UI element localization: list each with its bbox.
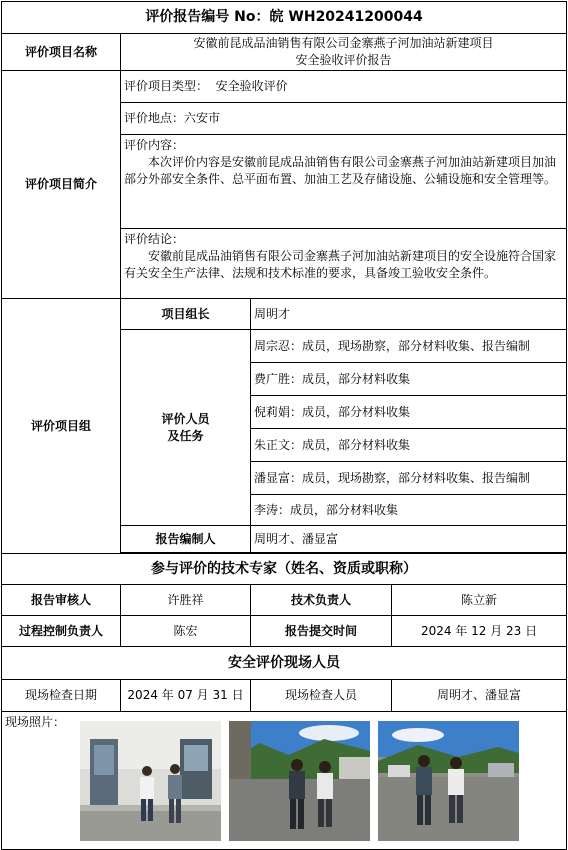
tech-lead-value: 陈立新 — [392, 585, 567, 616]
process-control-label: 过程控制负责人 — [2, 616, 121, 647]
member-row: 潘显富：成员，现场勘察，部分材料收集、报告编制 — [251, 462, 567, 495]
location-label: 评价地点： — [124, 111, 185, 125]
onsite-date-value: 2024 年 07 月 31 日 — [121, 680, 251, 712]
project-type-value: 安全验收评价 — [215, 79, 288, 93]
team-label: 评价项目组 — [2, 299, 121, 554]
conclusion-label: 评价结论： — [124, 232, 185, 246]
project-name-line-1: 安徽前昆成品油销售有限公司金寨燕子河加油站新建项目 — [193, 36, 494, 50]
members-label — [121, 330, 251, 526]
process-control-value: 陈宏 — [121, 616, 251, 647]
content-cell — [121, 135, 567, 229]
location-cell — [121, 103, 567, 135]
conclusion-cell — [121, 229, 567, 299]
members-label-line-2: 及任务 — [167, 428, 204, 443]
leader-label: 项目组长 — [121, 299, 251, 330]
onsite-title: 安全评价现场人员 — [2, 647, 567, 680]
onsite-date-label: 现场检查日期 — [2, 680, 121, 712]
site-photo-roadside — [378, 721, 519, 841]
conclusion-text: 安徽前昆成品油销售有限公司金寨燕子河加油站新建项目的安全设施符合国家有关安全生产法律、法规和技术标准的要求，具备竣工验收安全条件。 — [124, 249, 557, 280]
member-row: 费广胜：成员，部分材料收集 — [251, 363, 567, 396]
member-row: 李涛：成员，部分材料收集 — [251, 495, 567, 526]
site-photo-entrance — [80, 721, 221, 841]
reviewer-label: 报告审核人 — [2, 585, 121, 616]
site-photo-road — [229, 721, 370, 841]
report-number-value: 皖 WH20241200044 — [269, 9, 423, 25]
content-label: 评价内容： — [124, 138, 185, 152]
photos-label: 现场照片： — [5, 715, 66, 729]
experts-title: 参与评价的技术专家（姓名、资质或职称） — [2, 554, 567, 585]
project-name-line-2: 安全验收评价报告 — [295, 53, 392, 67]
location-value: 六安市 — [184, 111, 221, 125]
onsite-staff-label: 现场检查人员 — [251, 680, 392, 712]
member-row: 周宗忍：成员，现场勘察，部分材料收集、报告编制 — [251, 330, 567, 363]
editor-label: 报告编制人 — [121, 526, 251, 553]
leader-value: 周明才 — [251, 299, 567, 330]
project-type-cell — [121, 71, 567, 103]
report-number-label: 评价报告编号 No： — [145, 9, 270, 25]
member-row: 倪莉娟：成员，部分材料收集 — [251, 396, 567, 429]
project-name-label: 评价项目名称 — [2, 34, 121, 71]
report-number-row — [2, 2, 567, 34]
intro-label: 评价项目简介 — [2, 71, 121, 299]
editor-value: 周明才、潘显富 — [251, 526, 567, 553]
submit-time-value: 2024 年 12 月 23 日 — [392, 616, 567, 647]
tech-lead-label: 技术负责人 — [251, 585, 392, 616]
member-row: 朱正文：成员，部分材料收集 — [251, 429, 567, 462]
reviewer-value: 许胜祥 — [121, 585, 251, 616]
content-text: 本次评价内容是安徽前昆成品油销售有限公司金寨燕子河加油站新建项目加油部分外部安全条件、总平面布置、加油工艺及存储设施、公辅设施和安全管理等。 — [124, 155, 557, 186]
submit-time-label: 报告提交时间 — [251, 616, 392, 647]
onsite-staff-value: 周明才、潘显富 — [392, 680, 567, 712]
members-label-line-1: 评价人员 — [161, 411, 210, 426]
project-type-label: 评价项目类型： — [124, 79, 209, 93]
site-photos — [80, 721, 500, 841]
project-name-value — [121, 34, 567, 71]
